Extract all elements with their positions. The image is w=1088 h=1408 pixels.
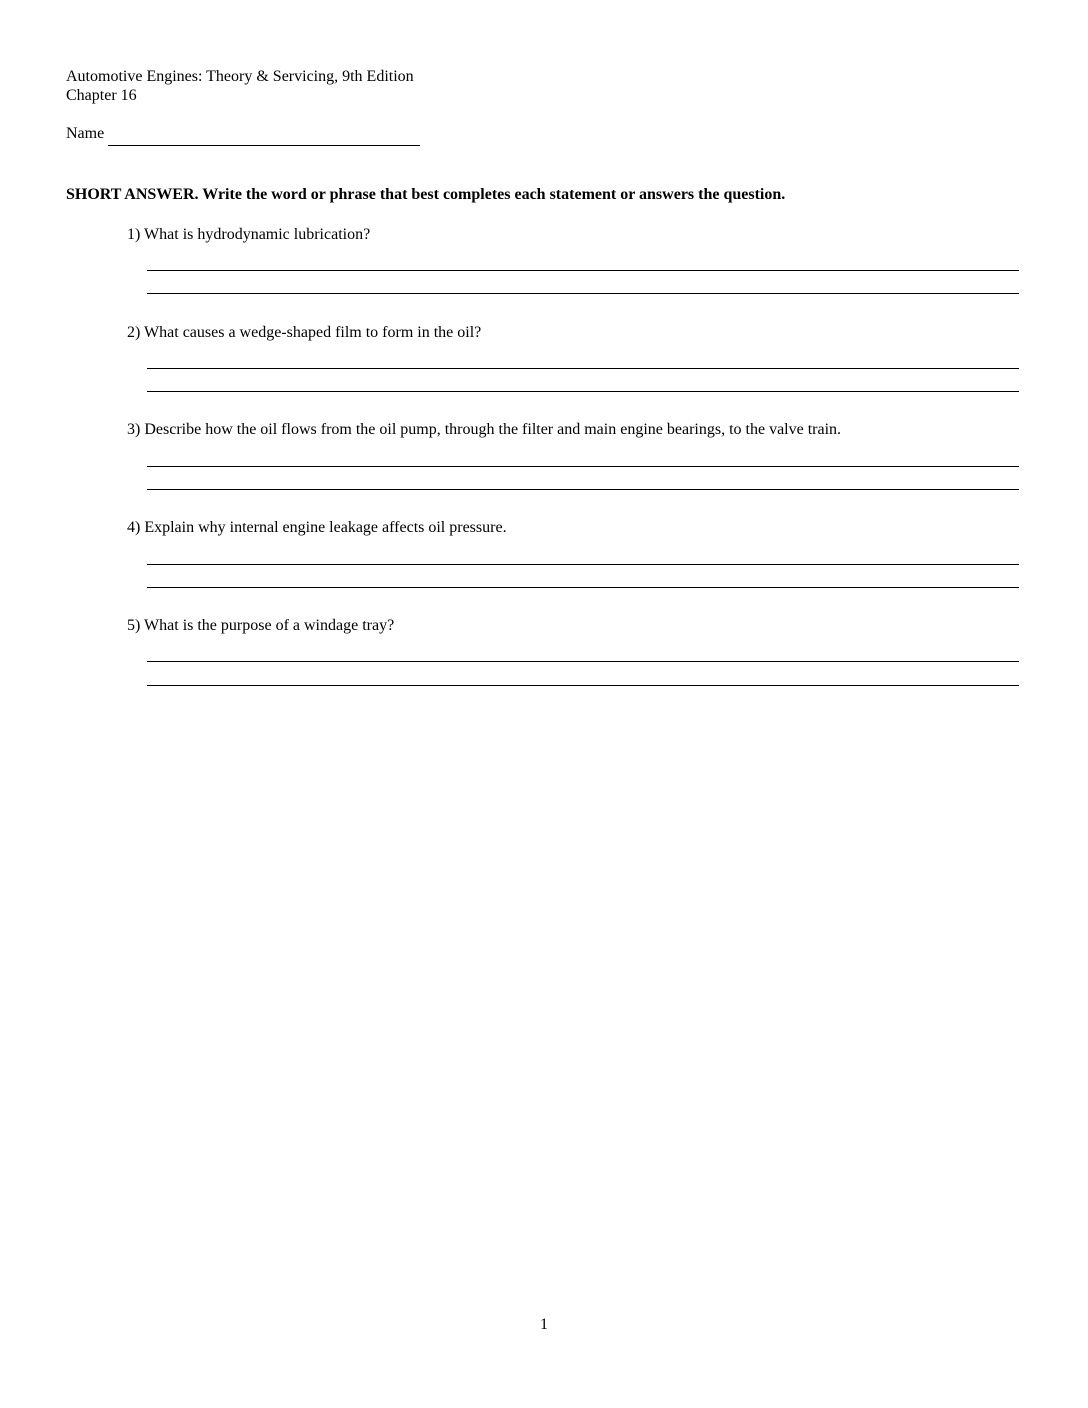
question-4: 4) Explain why internal engine leakage affects oil pressure. [127, 519, 507, 536]
name-input-line[interactable] [108, 145, 420, 146]
answer-line-3a[interactable] [147, 466, 1019, 467]
book-title: Automotive Engines: Theory & Servicing, 9th Edition [66, 68, 414, 85]
answer-line-5a[interactable] [147, 661, 1019, 662]
name-label: Name [66, 125, 105, 142]
question-3: 3) Describe how the oil flows from the oil pump, through the filter and main engine bearings, to the valve train. [127, 421, 842, 438]
section-instructions: SHORT ANSWER. Write the word or phrase that best completes each statement or answers the question. [66, 186, 786, 203]
question-1: 1) What is hydrodynamic lubrication? [127, 226, 371, 243]
question-5: 5) What is the purpose of a windage tray? [127, 617, 395, 634]
question-2: 2) What causes a wedge-shaped film to form in the oil? [127, 324, 482, 341]
answer-line-1a[interactable] [147, 270, 1019, 271]
answer-line-3b[interactable] [147, 489, 1019, 490]
answer-line-1b[interactable] [147, 293, 1019, 294]
page-number: 1 [540, 1316, 548, 1333]
answer-line-4b[interactable] [147, 587, 1019, 588]
answer-line-5b[interactable] [147, 685, 1019, 686]
answer-line-2a[interactable] [147, 368, 1019, 369]
chapter-label: Chapter 16 [66, 87, 137, 104]
answer-line-4a[interactable] [147, 564, 1019, 565]
answer-line-2b[interactable] [147, 391, 1019, 392]
